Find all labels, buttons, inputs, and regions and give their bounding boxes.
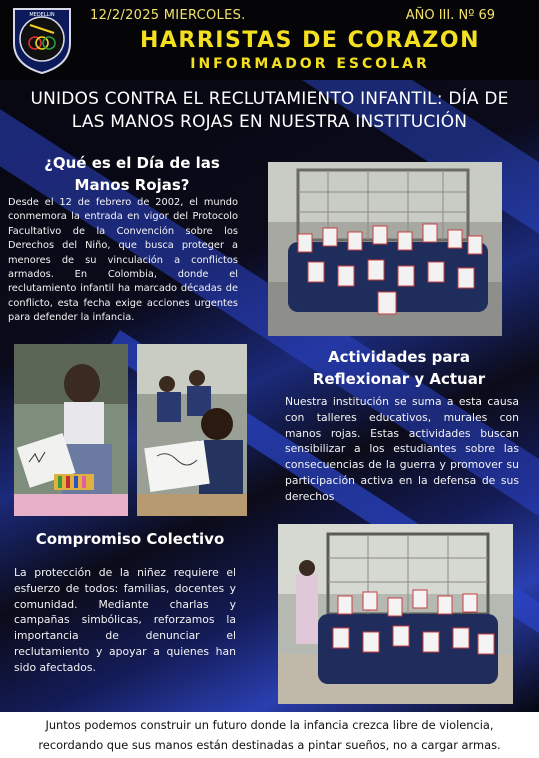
group-photo-soccer-goal: [278, 524, 513, 704]
headline-line-2: LAS MANOS ROJAS EN NUESTRA INSTITUCIÓN: [71, 112, 468, 132]
footer-quote-line-2: recordando que sus manos están destinadas a pintar sueños, no a cargar armas.: [38, 738, 501, 752]
issue-date: 12/2/2025 MIERCOLES.: [90, 8, 246, 23]
section-title-compromiso: Compromiso Colectivo: [35, 530, 225, 548]
newspaper-subtitle: INFORMADOR ESCOLAR: [190, 56, 430, 72]
footer-quote-line-1: Juntos podemos construir un futuro donde la infancia crezca libre de violencia,: [45, 718, 494, 732]
section-text-actividades: Nuestra institución se suma a esta causa con talleres educativos, murales con manos rojas. Estas actividades buscan sensibilizar a los estudiantes sobre las consecuencias de la guerra y promover su participación activa en la defensa de sus derechos: [285, 395, 519, 503]
newspaper-title: HARRISTAS DE CORAZON: [139, 28, 480, 53]
logo-text: MEDELLIN: [29, 12, 55, 18]
section-text-que: Desde el 12 de febrero de 2002, el mundo conmemora la entrada en vigor del Protocolo Facultativo de la Convención sobre los Derechos del Niño, que busca proteger a menores de su vinculación a conflictos armados. En Colombia, donde el reclutamiento infantil ha marcado décadas de conflicto, esta fecha exige acciones urgentes para defender la infancia.: [8, 197, 238, 324]
section-title-actividades-line-1: Actividades para: [327, 348, 471, 366]
issue-number: AÑO III. Nº 69: [405, 8, 495, 23]
section-title-que-line-2: Manos Rojas?: [74, 176, 190, 194]
section-title-actividades-line-2: Reflexionar y Actuar: [312, 370, 486, 388]
main-headline: [8, 88, 531, 134]
group-photo-courtyard: [268, 162, 502, 336]
section-text-compromiso: La protección de la niñez requiere el esfuerzo de todos: familias, docentes y comunidad. Mediante charlas y campañas simbólicas, reforzamos la importancia de denunciar el reclutamiento y apoyar a quienes han sido afectados.: [14, 566, 236, 674]
photo-student-painting: [14, 344, 128, 516]
section-title-que: [8, 152, 256, 196]
photo-students-drawing: [137, 344, 247, 516]
school-crest-logo: [8, 3, 76, 75]
headline-line-1: UNIDOS CONTRA EL RECLUTAMIENTO INFANTIL: DÍA DE: [30, 89, 509, 109]
section-title-actividades: [288, 346, 510, 390]
section-title-que-line-1: ¿Qué es el Día de las: [44, 154, 220, 172]
